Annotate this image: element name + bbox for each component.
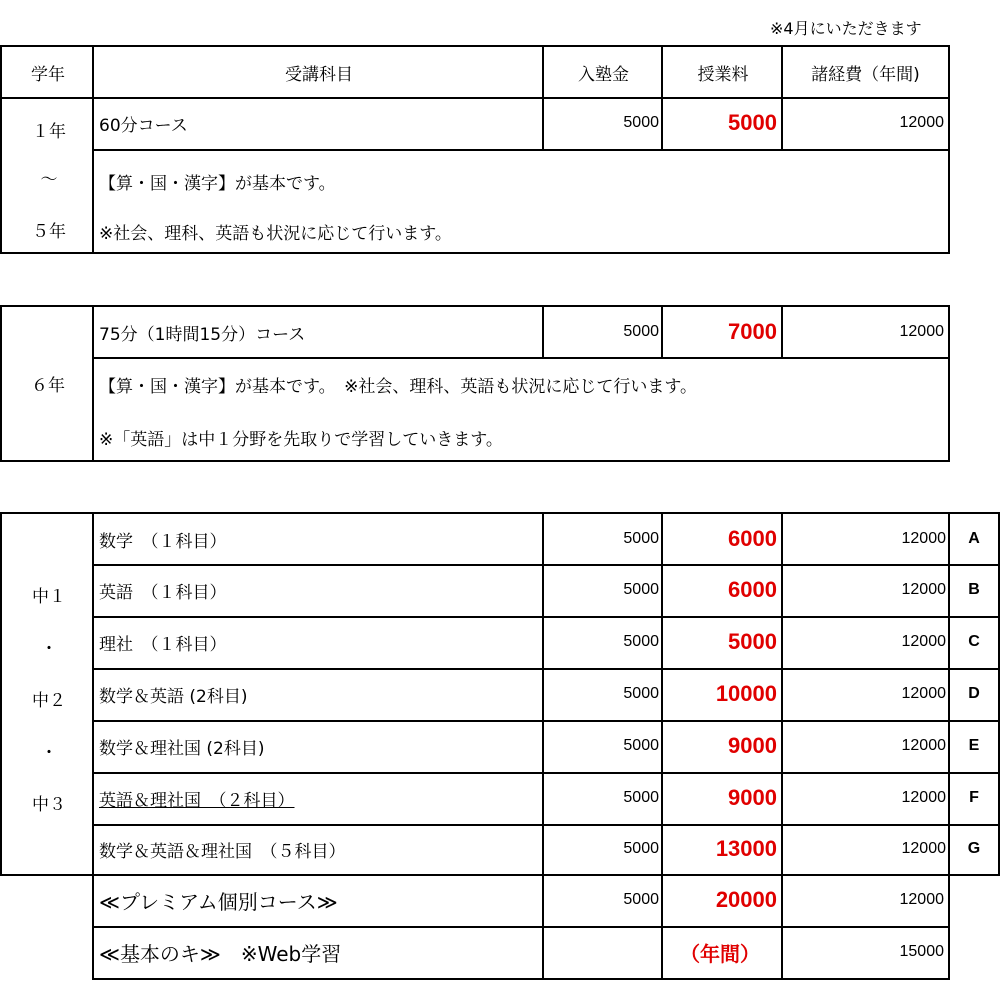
tuition-fee: 7000 bbox=[661, 305, 783, 359]
plan-code: D bbox=[948, 668, 1000, 722]
expenses-fee: 12000 bbox=[781, 824, 950, 876]
expenses-fee: 12000 bbox=[781, 772, 950, 826]
expenses-fee: 12000 bbox=[781, 720, 950, 774]
grade-label: 中１ bbox=[32, 587, 66, 607]
entrance-fee: 5000 bbox=[542, 512, 663, 566]
grade-cell-jh bbox=[0, 512, 94, 876]
grade-cell-6: ６年 bbox=[0, 305, 94, 462]
description-line: 【算・国・漢字】が基本です。 ※社会、理科、英語も状況に応じて行います。 bbox=[99, 377, 698, 397]
expenses-fee: 12000 bbox=[781, 874, 950, 928]
tuition-fee: 9000 bbox=[661, 720, 783, 774]
course-name: 理社 （１科目） bbox=[92, 616, 544, 670]
expenses-fee: 12000 bbox=[781, 305, 950, 359]
expenses-fee: 12000 bbox=[781, 616, 950, 670]
description-line: ※社会、理科、英語も状況に応じて行います。 bbox=[99, 224, 452, 244]
header-entrance: 入塾金 bbox=[542, 45, 663, 99]
entrance-fee: 5000 bbox=[542, 564, 663, 618]
entrance-fee: 5000 bbox=[542, 97, 663, 151]
tuition-fee: 5000 bbox=[661, 97, 783, 151]
course-name: 英語 （１科目） bbox=[92, 564, 544, 618]
expenses-fee: 15000 bbox=[781, 926, 950, 980]
course-name: 75分（1時間15分）コース bbox=[92, 305, 544, 359]
header-tuition: 授業料 bbox=[661, 45, 783, 99]
tuition-fee: （年間） bbox=[661, 926, 783, 980]
grade-label: ～ bbox=[40, 170, 58, 190]
description-line: ※「英語」は中１分野を先取りで学習していきます。 bbox=[99, 430, 503, 450]
course-name: ≪基本のキ≫ ※Web学習 bbox=[92, 926, 544, 980]
plan-code: G bbox=[948, 824, 1000, 876]
plan-code: C bbox=[948, 616, 1000, 670]
entrance-fee: 5000 bbox=[542, 720, 663, 774]
grade-label: ・ bbox=[40, 639, 58, 659]
grade-cell-1-5 bbox=[0, 97, 94, 254]
plan-code: B bbox=[948, 564, 1000, 618]
description-box bbox=[92, 357, 950, 462]
header-subject: 受講科目 bbox=[92, 45, 544, 99]
tuition-fee: 13000 bbox=[661, 824, 783, 876]
description-line: 【算・国・漢字】が基本です。 bbox=[99, 174, 336, 194]
header-grade: 学年 bbox=[0, 45, 94, 99]
grade-label: １年 bbox=[32, 122, 66, 142]
tuition-fee: 6000 bbox=[661, 512, 783, 566]
course-name: 数学 （１科目） bbox=[92, 512, 544, 566]
entrance-fee: 5000 bbox=[542, 616, 663, 670]
entrance-fee: 5000 bbox=[542, 305, 663, 359]
course-name: 60分コース bbox=[92, 97, 544, 151]
plan-code: E bbox=[948, 720, 1000, 774]
grade-label: 中３ bbox=[32, 795, 66, 815]
entrance-fee: 5000 bbox=[542, 772, 663, 826]
description-box bbox=[92, 149, 950, 254]
entrance-fee: 5000 bbox=[542, 874, 663, 928]
tuition-fee: 6000 bbox=[661, 564, 783, 618]
tuition-fee: 9000 bbox=[661, 772, 783, 826]
payment-note: ※4月にいただきます bbox=[770, 19, 922, 38]
course-name: 英語＆理社国 （２科目） bbox=[92, 772, 544, 826]
grade-label: ５年 bbox=[32, 222, 66, 242]
header-expenses: 諸経費（年間) bbox=[781, 45, 950, 99]
expenses-fee: 12000 bbox=[781, 97, 950, 151]
grade-label: 中２ bbox=[32, 691, 66, 711]
plan-code: A bbox=[948, 512, 1000, 566]
grade-label: ・ bbox=[40, 743, 58, 763]
course-name: 数学＆理社国 (2科目) bbox=[92, 720, 544, 774]
expenses-fee: 12000 bbox=[781, 668, 950, 722]
tuition-fee: 5000 bbox=[661, 616, 783, 670]
tuition-fee: 20000 bbox=[661, 874, 783, 928]
entrance-fee: 5000 bbox=[542, 824, 663, 876]
course-name: 数学＆英語＆理社国 （５科目） bbox=[92, 824, 544, 876]
entrance-fee: 5000 bbox=[542, 668, 663, 722]
course-name: ≪プレミアム個別コース≫ bbox=[92, 874, 544, 928]
course-name: 数学＆英語 (2科目) bbox=[92, 668, 544, 722]
expenses-fee: 12000 bbox=[781, 564, 950, 618]
entrance-fee bbox=[542, 926, 663, 980]
plan-code: F bbox=[948, 772, 1000, 826]
tuition-fee: 10000 bbox=[661, 668, 783, 722]
expenses-fee: 12000 bbox=[781, 512, 950, 566]
